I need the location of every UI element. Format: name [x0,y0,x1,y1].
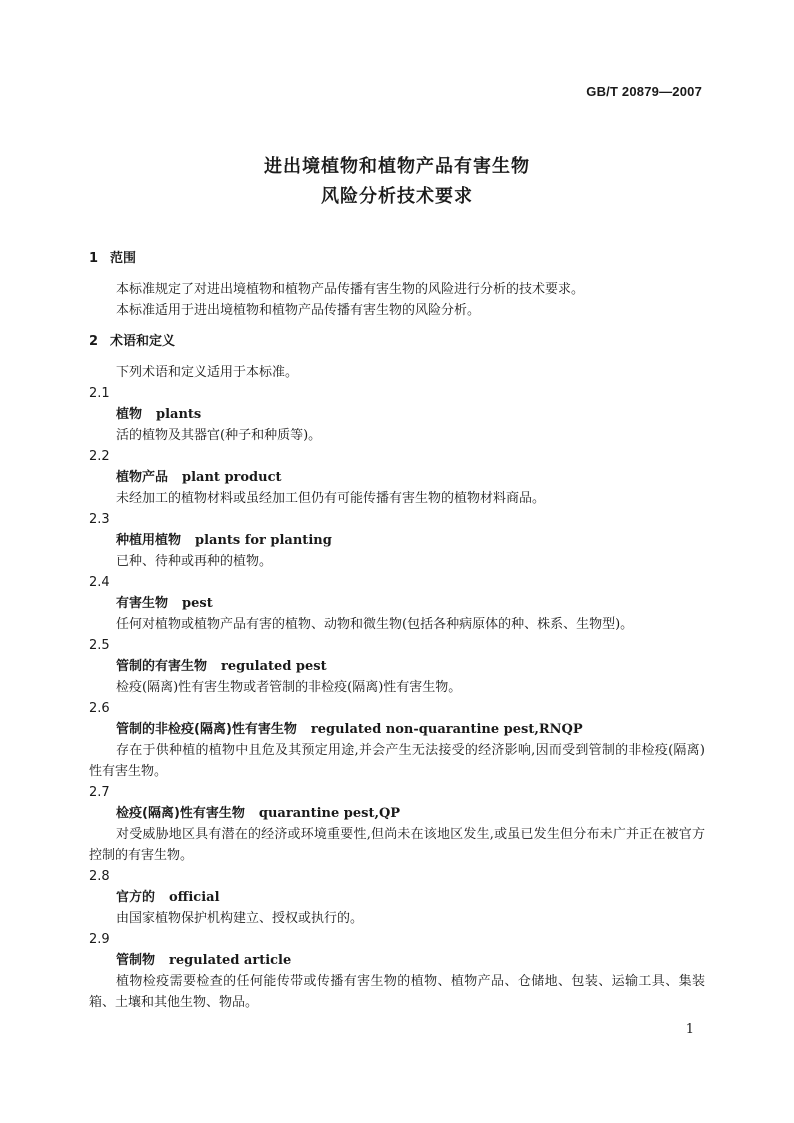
term-zh: 管制的有害生物 [116,659,208,674]
term-zh: 有害生物 [116,596,169,611]
term-en: official [169,890,220,905]
term-zh: 植物产品 [116,470,169,485]
section-title: 范围 [110,251,137,266]
title-line-1: 进出境植物和植物产品有害生物 [264,156,530,177]
paragraph: 本标准规定了对进出境植物和植物产品传播有害生物的风险进行分析的技术要求。 [116,282,585,297]
term-heading [89,404,705,425]
term-heading [89,887,705,908]
term-heading [89,530,705,551]
term-heading [89,467,705,488]
term-number: 2.6 [89,701,110,716]
term-zh: 管制物 [116,953,156,968]
term-definition: 由国家植物保护机构建立、授权或执行的。 [116,911,364,926]
term-definition: 植物检疫需要检查的任何能传带或传播有害生物的植物、植物产品、仓储地、包装、运输工具、集装箱、土壤和其他生物、物品。 [89,974,705,1010]
term-heading [89,803,705,824]
term-en: plant product [182,470,282,485]
standard-code: GB/T 20879—2007 [586,84,702,99]
term-zh: 管制的非检疫(隔离)性有害生物 [116,722,297,737]
term-definition: 检疫(隔离)性有害生物或者管制的非检疫(隔离)性有害生物。 [116,680,462,695]
term-heading [89,950,705,971]
term-definition: 任何对植物或植物产品有害的植物、动物和微生物(包括各种病原体的种、株系、生物型)。 [116,617,634,632]
section-title: 术语和定义 [110,334,176,349]
term-number: 2.5 [89,638,110,653]
term-definition: 未经加工的植物材料或虽经加工但仍有可能传播有害生物的植物材料商品。 [116,491,546,506]
term-number: 2.9 [89,932,110,947]
term-en: plants [156,407,202,422]
term-zh: 官方的 [116,890,156,905]
term-zh: 种植用植物 [116,533,182,548]
term-number: 2.3 [89,512,110,527]
term-heading [89,593,705,614]
document-title [0,152,794,212]
title-line-2: 风险分析技术要求 [321,186,473,207]
term-en: quarantine pest,QP [258,806,401,821]
term-en: pest [182,596,213,611]
term-number: 2.4 [89,575,110,590]
term-heading [89,656,705,677]
term-number: 2.2 [89,449,110,464]
term-zh: 植物 [116,407,143,422]
term-heading [89,719,705,740]
term-en: regulated non-quarantine pest,RNQP [310,722,583,737]
section-1-heading [89,248,705,269]
paragraph: 下列术语和定义适用于本标准。 [116,365,299,380]
term-number: 2.7 [89,785,110,800]
term-number: 2.8 [89,869,110,884]
term-definition: 活的植物及其器官(种子和种质等)。 [116,428,322,443]
document-body [89,248,705,1013]
term-en: regulated article [169,953,292,968]
term-zh: 检疫(隔离)性有害生物 [116,806,245,821]
section-number: 2 [89,334,99,349]
term-definition: 已种、待种或再种的植物。 [116,554,273,569]
term-definition: 存在于供种植的植物中且危及其预定用途,并会产生无法接受的经济影响,因而受到管制的非检疫(隔离)性有害生物。 [89,743,705,779]
term-en: regulated pest [221,659,327,674]
term-definition: 对受威胁地区具有潜在的经济或环境重要性,但尚未在该地区发生,或虽已发生但分布未广并正在被官方控制的有害生物。 [89,827,705,863]
term-en: plants for planting [195,533,332,548]
page-number: 1 [685,1022,694,1037]
term-number: 2.1 [89,386,110,401]
section-2-heading [89,331,705,352]
paragraph: 本标准适用于进出境植物和植物产品传播有害生物的风险分析。 [116,303,481,318]
section-number: 1 [89,251,99,266]
